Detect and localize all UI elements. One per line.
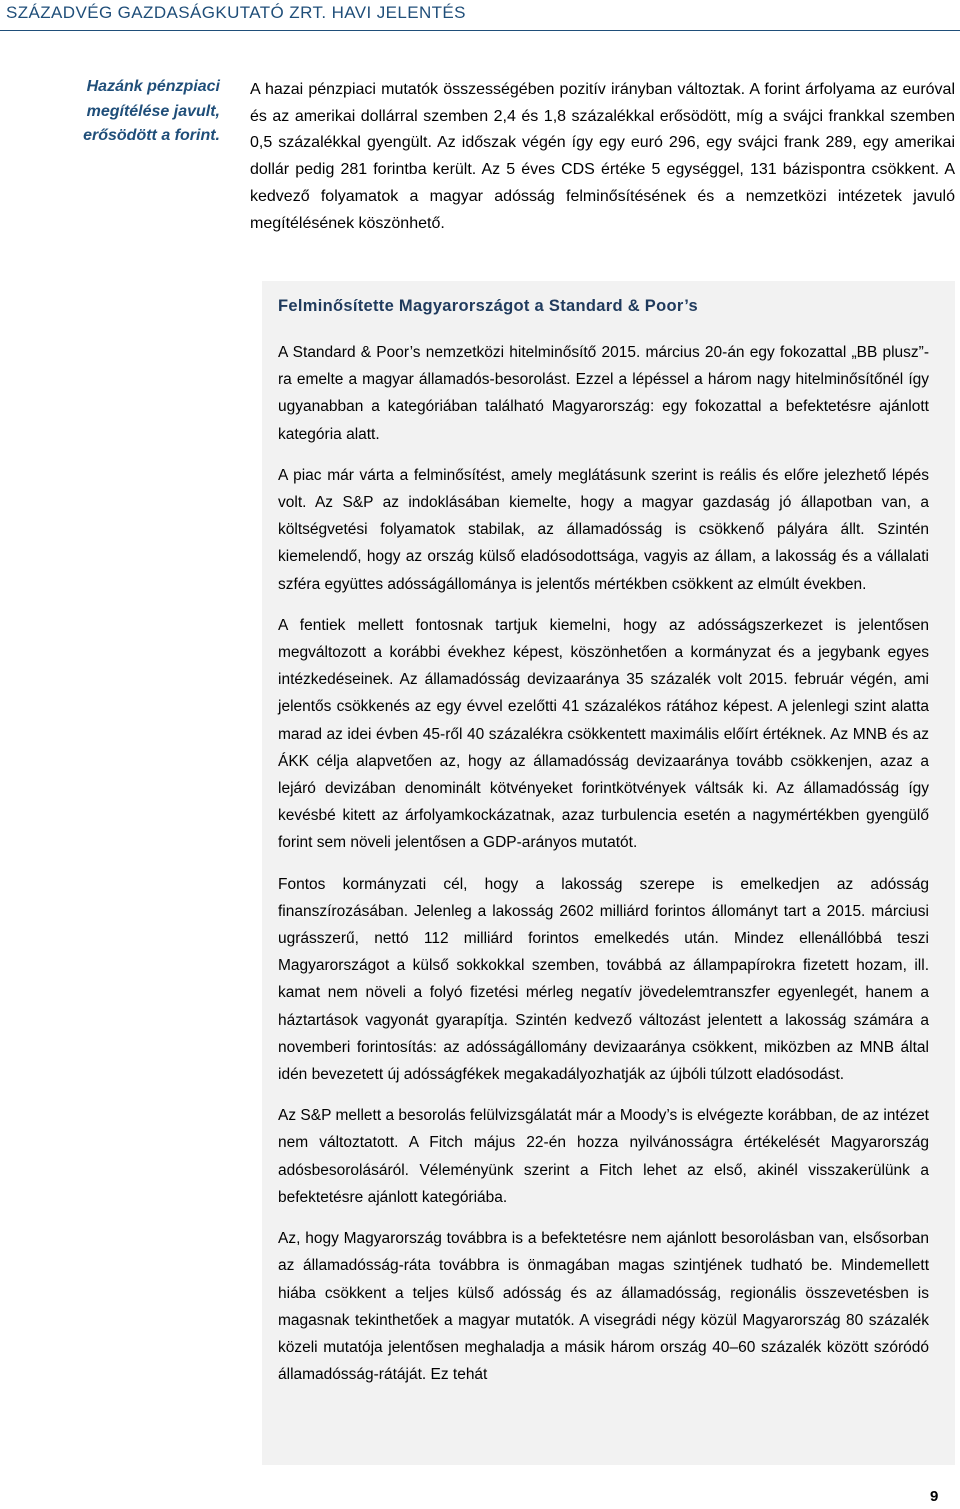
margin-note-line: megítélése javult,: [86, 102, 220, 120]
box-body: [278, 339, 929, 1402]
box-title: Felminősítette Magyarországot a Standard & Poor’s: [278, 297, 698, 315]
box-paragraph: A fentiek mellett fontosnak tartjuk kiemelni, hogy az adósságszerkezet is jelentősen megváltozott a korábbi évekhez képest, köszönhetően a kormányzat és a jegybank egyes intézkedéseinek. Az államadósság devizaaránya 35 százalék volt 2015. február végén, ami jelentős csökkenés az egy évvel ezelőtti 41 százalékos rátához képest. A jelenlegi szint alatta marad az idei évben 45-ről 40 százalékra csökkentett maximális előírt értéknek. Az MNB és az ÁKK célja alapvetően az, hogy az államadósság devizaaránya tovább csökkenjen, azaz a lejáró devizában denominált kötvényeket forintkötvények váltsák ki. Az államadósság így kevésbé kitett az árfolyamkockázatnak, azaz turbulencia esetén a nagymértékben gyengülő forint sem növeli jelentősen a GDP-arányos mutatót.: [278, 616, 929, 852]
box-paragraph: Az S&P mellett a besorolás felülvizsgálatát már a Moody’s is elvégezte korábban, de az intézet nem változtatott. A Fitch május 22-én hozza nyilvánosságra értékelését Magyarország adósbesorolásáról. Véleményünk szerint a Fitch lehet az első, akinél visszakerülünk a befektetésre ajánlott kategóriába.: [278, 1107, 929, 1206]
intro-paragraph: A hazai pénzpiaci mutatók összességében pozitív irányban változtak. A forint árfolyama az euróval és az amerikai dollárral szemben 2,4 és 1,8 százalékkal erősödött, míg a svájci frankkal szemben 0,5 százalékkal gyengült. Az időszak végén így egy euró 296, egy svájci frank 289, egy amerikai dollár pedig 281 forintba került. Az 5 éves CDS értéke 5 egységgel, 131 bázispontra csökkent. A kedvező folyamatok a magyar adósság felminősítésének és a nemzetközi intézetek javuló megítélésének köszönhető.: [250, 81, 955, 232]
report-title: SZÁZADVÉG GAZDASÁGKUTATÓ ZRT. HAVI JELENTÉS: [6, 3, 466, 22]
box-paragraph: Az, hogy Magyarország továbbra is a befektetésre nem ajánlott besorolásban van, elsősorban az államadósság-ráta továbbra is önmagában magas szintjének tudható be. Mindemellett hiába csökkent a teljes külső adósság és az államadósság, regionális összevetésben is magasnak tekinthetőek a magyar mutatók. A visegrádi négy közül Magyarország 80 százalék közeli mutatója jelentősen meghaladja a másik három ország 40–60 százalék között szóródó államadósság-rátáját. Ez tehát: [278, 1230, 929, 1384]
margin-note-line: Hazánk pénzpiaci: [86, 78, 220, 95]
margin-note-line: erősödött a forint.: [83, 127, 220, 144]
page-number: 9: [930, 1488, 939, 1505]
box-paragraph: Fontos kormányzati cél, hogy a lakosság szerepe is emelkedjen az adósság finanszírozásában. Jelenleg a lakosság 2602 milliárd forintos állományt tart a 2015. márciusi ugrásszerű, nettó 112 milliárd forintos emelkedés után. Mindez ellenállóbbá teszi Magyarországot a külső sokkokkal szemben, továbbá az állampapírokra fizetett hozam, ill. kamat nem növeli a folyó fizetési mérleg negatív jövedelemtranszfer egyenlegét, hanem a háztartások vagyonát gyarapítja. Szintén kedvező változást jelentett a lakosság számára a novemberi forintosítás: az adósságállomány devizaaránya csökkent, miközben az MNB által idén bevezetett új adósságfékek megakadályozhatják az újbóli túlzott eladósodást.: [278, 875, 929, 1084]
box-paragraph: A Standard & Poor’s nemzetközi hitelminősítő 2015. március 20-án egy fokozattal „BB plusz”-ra emelte a magyar államadós-besorolást. Ezzel a lépéssel a három nagy hitelminősítőnél így ugyanabban a kategóriában található Magyarország: egy fokozattal a befektetésre ajánlott kategória alatt.: [278, 344, 929, 443]
margin-note: [30, 75, 220, 149]
box-paragraph: A piac már várta a felminősítést, amely meglátásunk szerint is reális és előre jelezhető lépés volt. Az S&P az indoklásában kiemelte, hogy a magyar gazdaság jó állapotban van, a költségvetési folyamatok stabilak, az államadósság is csökkenő pályára állt. Szintén kiemelendő, hogy az ország külső eladósodottsága, vagyis az állam, a lakosság és a vállalati szféra együttes adósságállománya is jelentős mértékben csökkent az elmúlt években.: [278, 466, 929, 593]
page-header: [0, 0, 960, 31]
